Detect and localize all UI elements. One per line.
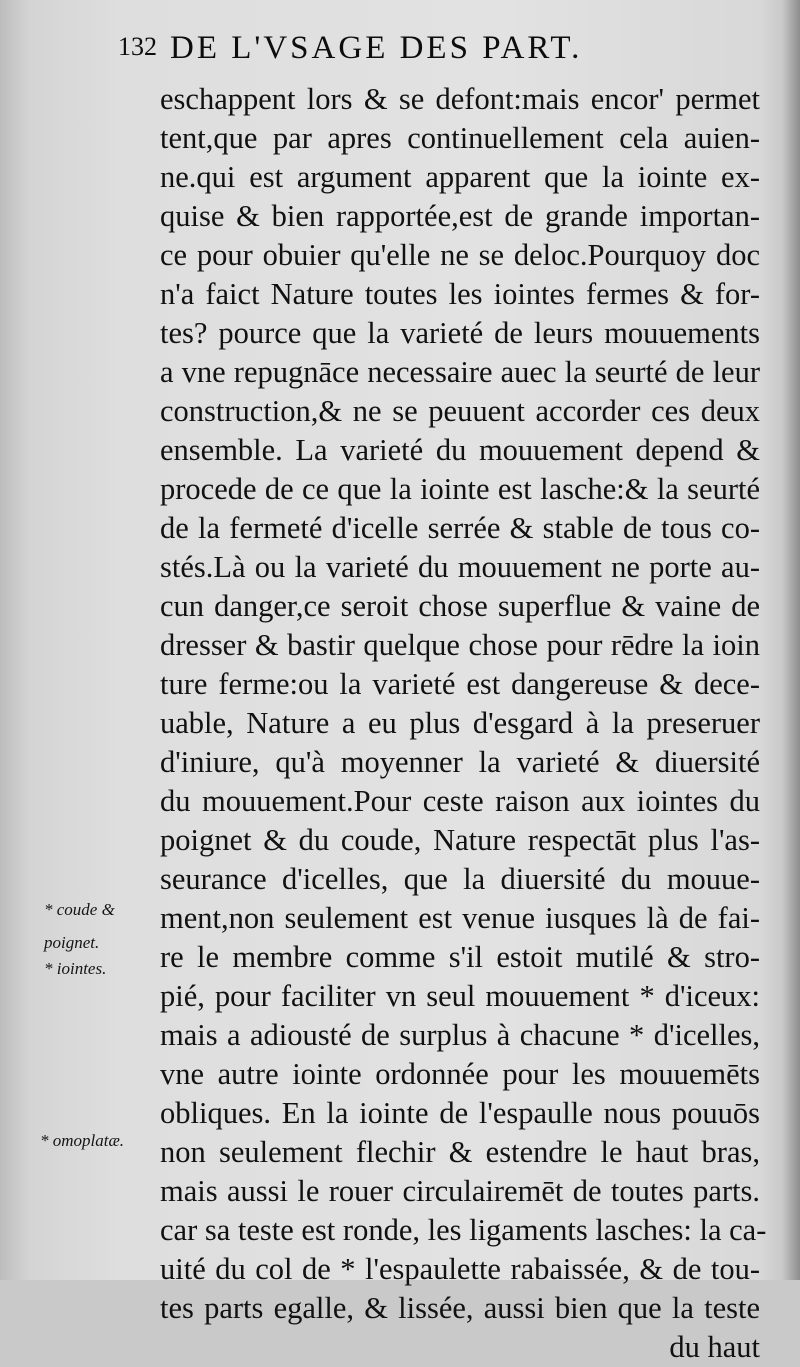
text-line: ne.qui est argument apparent que la iointe ex- — [160, 160, 760, 194]
margin-note-poignet: poignet. — [44, 933, 100, 952]
text-line: eschappent lors & se defont:mais encor' permet — [160, 82, 760, 116]
body-text — [160, 80, 767, 1367]
text-line: seurance d'icelles, que la diuersité du mouue- — [160, 862, 760, 896]
text-line: vne autre iointe ordonnée pour les mouuemēts — [160, 1057, 760, 1091]
text-line: construction,& ne se peuuent accorder ces deux — [160, 394, 760, 428]
text-line: car sa teste est ronde, les ligaments lasches: la ca- — [160, 1213, 767, 1247]
text-line: uable, Nature a eu plus d'esgard à la preseruer — [160, 706, 760, 740]
text-line: poignet & du coude, Nature respectāt plus l'as- — [160, 823, 760, 857]
text-line: d'iniure, qu'à moyenner la varieté & diuersité — [160, 745, 760, 779]
text-line: re le membre comme s'il estoit mutilé & stro- — [160, 940, 760, 974]
text-line: a vne repugnāce necessaire auec la seurté de leur — [160, 355, 760, 389]
margin-note-iointes: * iointes. — [44, 959, 107, 978]
text-line: dresser & bastir quelque chose pour rēdre la ioin — [160, 628, 760, 662]
text-line: du mouuement.Pour ceste raison aux iointes du — [160, 784, 760, 818]
page-gutter-shadow — [782, 0, 800, 1280]
text-line: de la fermeté d'icelle serrée & stable de tous co- — [160, 511, 760, 545]
text-line: non seulement flechir & estendre le haut bras, — [160, 1135, 760, 1169]
text-line: stés.Là ou la varieté du mouuement ne porte au- — [160, 550, 760, 584]
text-line: ce pour obuier qu'elle ne se deloc.Pourquoy doc — [160, 238, 760, 272]
text-line: n'a faict Nature toutes les iointes fermes & for- — [160, 277, 760, 311]
page-header — [118, 30, 758, 74]
running-title: DE L'VSAGE DES PART. — [170, 30, 583, 66]
text-line: ture ferme:ou la varieté est dangereuse & dece- — [160, 667, 760, 701]
text-line: mais a adiousté de surplus à chacune * d'icelles, — [160, 1018, 760, 1052]
text-line: tes parts egalle, & lissée, aussi bien que la teste — [160, 1291, 760, 1325]
margin-note-coude: * coude & — [44, 900, 115, 919]
text-line: cun danger,ce seroit chose superflue & vaine de — [160, 589, 760, 623]
text-line: mais aussi le rouer circulairemēt de toutes parts. — [160, 1174, 760, 1208]
page-number: 132 — [118, 32, 157, 61]
catchword-line: du haut — [669, 1330, 760, 1364]
text-line: tent,que par apres continuellement cela auien- — [160, 121, 760, 155]
text-line: ment,non seulement est venue iusques là de fai- — [160, 901, 760, 935]
text-line: pié, pour faciliter vn seul mouuement * d'iceux: — [160, 979, 760, 1013]
text-line: tes? pource que la varieté de leurs mouuements — [160, 316, 760, 350]
text-line: ensemble. La varieté du mouuement depend & — [160, 433, 760, 467]
text-line: obliques. En la iointe de l'espaulle nous pouuōs — [160, 1096, 760, 1130]
margin-note-omoplate: * omoplatæ. — [40, 1131, 125, 1150]
text-line: uité du col de * l'espaulette rabaissée, & de tou- — [160, 1252, 760, 1286]
text-line: quise & bien rapportée,est de grande importan- — [160, 199, 760, 233]
text-line: procede de ce que la iointe est lasche:& la seurté — [160, 472, 760, 506]
